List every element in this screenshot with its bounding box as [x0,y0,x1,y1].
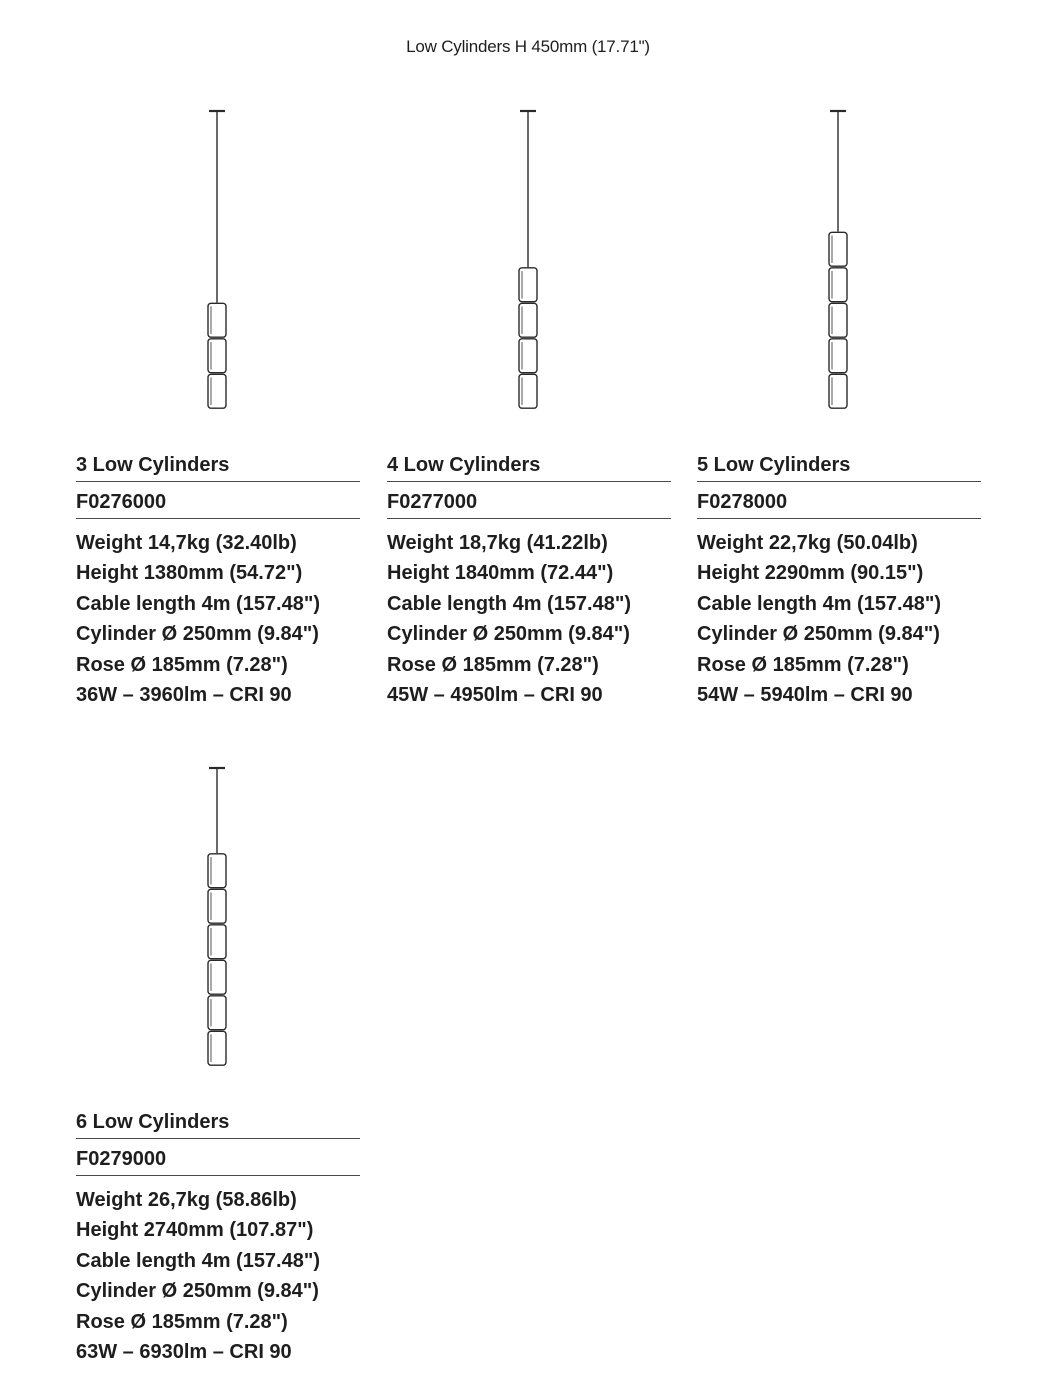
product-name: 4 Low Cylinders [387,450,671,482]
spec-power: 36W – 3960lm – CRI 90 [76,683,292,706]
spec-power: 63W – 6930lm – CRI 90 [76,1340,292,1363]
product-4-low-cylinders [387,450,671,710]
spec-list [76,1185,360,1367]
lamp-illustration-5 [818,105,858,415]
product-name: 3 Low Cylinders [76,450,360,482]
product-6-low-cylinders [76,1107,360,1367]
spec-rose-diameter: Rose Ø 185mm (7.28") [387,653,599,676]
spec-height: Height 2290mm (90.15") [697,562,924,585]
spec-power: 54W – 5940lm – CRI 90 [697,683,913,706]
product-code: F0276000 [76,482,360,519]
spec-weight: Weight 18,7kg (41.22lb) [387,532,608,554]
spec-cable-length: Cable length 4m (157.48") [387,592,632,615]
spec-cable-length: Cable length 4m (157.48") [76,592,321,615]
product-name: 6 Low Cylinders [76,1107,360,1139]
product-code: F0279000 [76,1139,360,1176]
page-title: Low Cylinders H 450mm (17.71") [406,37,650,56]
spec-cable-length: Cable length 4m (157.48") [697,592,942,615]
spec-list [76,528,360,710]
spec-list [697,528,981,710]
spec-height: Height 1380mm (54.72") [76,562,303,585]
product-name: 5 Low Cylinders [697,450,981,482]
spec-rose-diameter: Rose Ø 185mm (7.28") [76,653,288,676]
spec-cylinder-diameter: Cylinder Ø 250mm (9.84") [697,623,940,646]
spec-rose-diameter: Rose Ø 185mm (7.28") [697,653,909,676]
product-3-low-cylinders [76,450,360,710]
spec-cable-length: Cable length 4m (157.48") [76,1249,321,1272]
spec-weight: Weight 26,7kg (58.86lb) [76,1189,297,1211]
product-5-low-cylinders [697,450,981,710]
spec-power: 45W – 4950lm – CRI 90 [387,683,603,706]
spec-weight: Weight 22,7kg (50.04lb) [697,532,918,554]
product-code: F0278000 [697,482,981,519]
spec-weight: Weight 14,7kg (32.40lb) [76,532,297,554]
spec-cylinder-diameter: Cylinder Ø 250mm (9.84") [76,623,319,646]
product-code: F0277000 [387,482,671,519]
spec-cylinder-diameter: Cylinder Ø 250mm (9.84") [76,1280,319,1303]
lamp-illustration-6 [197,762,237,1072]
lamp-illustration-4 [508,105,548,415]
spec-height: Height 2740mm (107.87") [76,1219,314,1242]
spec-rose-diameter: Rose Ø 185mm (7.28") [76,1310,288,1333]
spec-height: Height 1840mm (72.44") [387,562,614,585]
lamp-illustration-3 [197,105,237,415]
spec-list [387,528,671,710]
spec-cylinder-diameter: Cylinder Ø 250mm (9.84") [387,623,630,646]
